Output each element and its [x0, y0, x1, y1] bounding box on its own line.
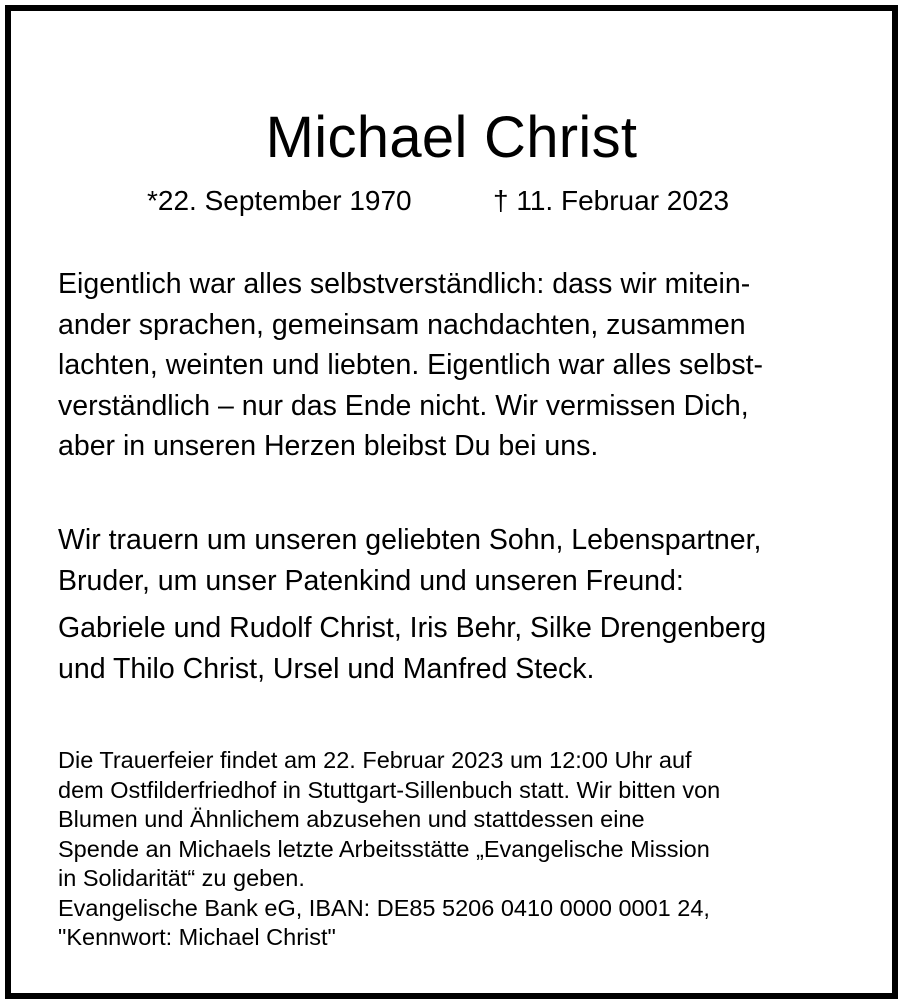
funeral-notice [58, 746, 858, 953]
family-line: und Thilo Christ, Ursel und Manfred Steck. [58, 652, 595, 685]
notice-line: in Solidarität“ zu geben. [58, 865, 305, 891]
notice-line: Spende an Michaels letzte Arbeitsstätte „Evangelische Mission [58, 835, 710, 862]
bank-details-line: Evangelische Bank eG, IBAN: DE85 5206 0410 0000 0001 24, [58, 894, 710, 921]
quote-line: ander sprachen, gemeinsam nachdachten, zusammen [58, 308, 746, 341]
family-line: Gabriele und Rudolf Christ, Iris Behr, Silke Drengenberg [58, 612, 767, 644]
birth-date: *22. September 1970 [147, 185, 412, 216]
notice-line: Die Trauerfeier findet am 22. Februar 2023 um 12:00 Uhr auf [58, 747, 692, 773]
quote-line: Eigentlich war alles selbstverständlich: dass wir mitein- [58, 268, 751, 300]
death-date: † 11. Februar 2023 [493, 185, 730, 216]
mourning-line: Wir trauern um unseren geliebten Sohn, Lebenspartner, [58, 524, 762, 556]
quote-line: aber in unseren Herzen bleibst Du bei uns. [58, 430, 599, 462]
quote-paragraph [58, 264, 858, 467]
notice-line: Blumen und Ähnlichem abzusehen und stattdessen eine [58, 806, 645, 832]
mourning-line: Bruder, um unser Patenkind und unseren Freund: [58, 564, 684, 597]
keyword-line: "Kennwort: Michael Christ" [58, 924, 336, 950]
deceased-name: Michael Christ [265, 105, 638, 170]
family-names [58, 608, 858, 689]
obituary-frame [5, 5, 898, 999]
mourning-paragraph [58, 520, 858, 601]
quote-line: verständlich – nur das Ende nicht. Wir vermissen Dich, [58, 389, 749, 422]
notice-line: dem Ostfilderfriedhof in Stuttgart-Sillenbuch statt. Wir bitten von [58, 776, 721, 803]
quote-line: lachten, weinten und liebten. Eigentlich war alles selbst- [58, 349, 763, 381]
